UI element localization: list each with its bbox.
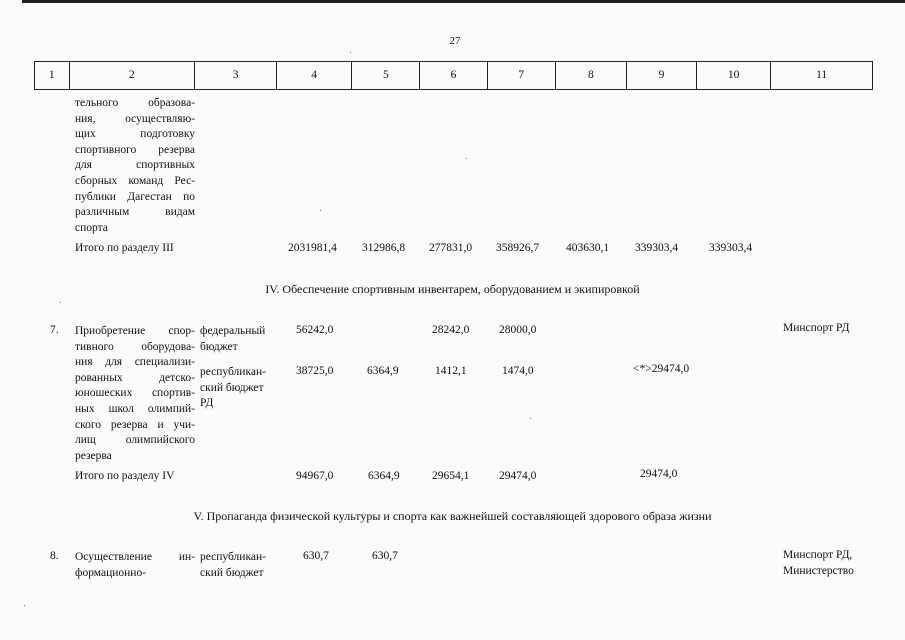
- scan-speck: [60, 302, 61, 303]
- row8-source-line: ский бюджет: [200, 566, 264, 579]
- row7-src2-c7: 1474,0: [502, 365, 534, 377]
- row7-executor: Минспорт РД: [783, 322, 850, 334]
- row7-src2-c5: 6364,9: [367, 365, 399, 377]
- row7-src1-c4: 56242,0: [296, 324, 334, 336]
- header-col-3: 3: [195, 62, 277, 89]
- row7-name-line: тивного оборудова-: [75, 340, 195, 353]
- row7-number: 7.: [50, 324, 59, 336]
- total-iii-c5: 312986,8: [362, 242, 406, 254]
- row7-source2-line: республикан-: [200, 366, 266, 378]
- row7-name-line: резерва: [75, 449, 112, 462]
- row7-name-line: юношеских спортив-: [75, 387, 195, 400]
- row7-name-line: ния для специализи-: [75, 356, 195, 369]
- row7-src1-c7: 28000,0: [499, 324, 537, 336]
- row7-name-line: ского резерва и учи-: [75, 418, 195, 431]
- row7-source1: [200, 324, 282, 355]
- total-iii-c9: 339303,4: [635, 242, 679, 254]
- header-col-10: 10: [697, 62, 771, 89]
- continuation-line: публики Дагестан по: [75, 190, 195, 203]
- total-iii-c8: 403630,1: [566, 242, 610, 254]
- continuation-line: для спортивных: [75, 159, 195, 172]
- row8-c4: 630,7: [303, 550, 329, 562]
- row7-source2-line: РД: [200, 397, 214, 410]
- row8-name-line: формационно-: [75, 566, 147, 579]
- row7-name-line: ных школ олимпий-: [75, 402, 195, 415]
- row7-name-line: лищ олимпийского: [75, 434, 195, 447]
- row8-number: 8.: [50, 550, 59, 562]
- section-v-title: V. Пропаганда физической культуры и спорта как важнейшей составляющей здорового образа жизни: [193, 509, 712, 523]
- row7-source2: [200, 365, 282, 412]
- total-iii-c7: 358926,7: [496, 242, 540, 254]
- row7-name-cell: [75, 324, 195, 464]
- total-iv-c7: 29474,0: [499, 470, 537, 482]
- row7-name-line: Приобретение спор-: [75, 325, 195, 337]
- continuation-line: спортивного резерва: [75, 143, 195, 156]
- row8-name-line: Осуществление ин-: [75, 551, 195, 563]
- row8-name-cell: [75, 550, 195, 581]
- total-iii-c10: 339303,4: [709, 242, 753, 254]
- scan-speck: [530, 418, 531, 419]
- scan-speck: [350, 52, 351, 53]
- row7-src2-c9: <*>29474,0: [633, 363, 690, 375]
- row7-name-line: рованных детско-: [75, 371, 195, 384]
- header-col-4: 4: [277, 62, 352, 89]
- row8-source-line: республикан-: [200, 551, 266, 563]
- section-iv-title: IV. Обеспечение спортивным инвентарем, оборудованием и экипировкой: [265, 282, 640, 296]
- continuation-line: тельного образова-: [75, 97, 195, 109]
- header-col-5: 5: [352, 62, 420, 89]
- continuation-line: различным видам: [75, 206, 195, 219]
- total-iv-c5: 6364,9: [368, 470, 400, 482]
- total-iv-c6: 29654,1: [432, 470, 470, 482]
- scan-speck: [466, 158, 467, 159]
- row8-source: [200, 550, 282, 581]
- row7-src2-c6: 1412,1: [435, 365, 467, 377]
- row8-executor-line: Министерство: [783, 564, 854, 577]
- row8-c5: 630,7: [372, 550, 398, 562]
- continuation-line: сборных команд Рес-: [75, 174, 195, 187]
- scan-speck: [24, 605, 25, 606]
- row7-src1-c6: 28242,0: [432, 324, 470, 336]
- total-iii-c6: 277831,0: [429, 242, 473, 254]
- header-col-1: 1: [35, 62, 70, 89]
- row7-source1-line: федеральный: [200, 325, 266, 337]
- total-iii-label: Итого по разделу III: [75, 242, 174, 254]
- page-number: 27: [449, 35, 461, 47]
- continuation-line: ния, осуществляю-: [75, 112, 195, 125]
- total-iv-c4: 94967,0: [296, 470, 334, 482]
- continuation-cell: [75, 96, 195, 236]
- row8-executor: [783, 548, 854, 579]
- continuation-line: спорта: [75, 221, 108, 234]
- total-iv-c9: 29474,0: [640, 468, 678, 480]
- header-col-6: 6: [420, 62, 487, 89]
- continuation-line: щих подготовку: [75, 128, 195, 141]
- row8-executor-line: Минспорт РД,: [783, 549, 853, 561]
- header-col-9: 9: [627, 62, 697, 89]
- table-header-row: [34, 61, 873, 90]
- row7-source1-line: бюджет: [200, 340, 238, 353]
- header-col-8: 8: [556, 62, 627, 89]
- total-iv-label: Итого по разделу IV: [75, 470, 175, 482]
- page-top-edge: [22, 0, 905, 3]
- header-col-11: 11: [771, 62, 873, 89]
- header-col-7: 7: [488, 62, 556, 89]
- row7-source2-line: ский бюджет: [200, 381, 264, 394]
- header-col-2: 2: [70, 62, 196, 89]
- row7-src2-c4: 38725,0: [296, 365, 334, 377]
- scan-speck: [320, 210, 321, 211]
- total-iii-c4: 2031981,4: [288, 242, 337, 254]
